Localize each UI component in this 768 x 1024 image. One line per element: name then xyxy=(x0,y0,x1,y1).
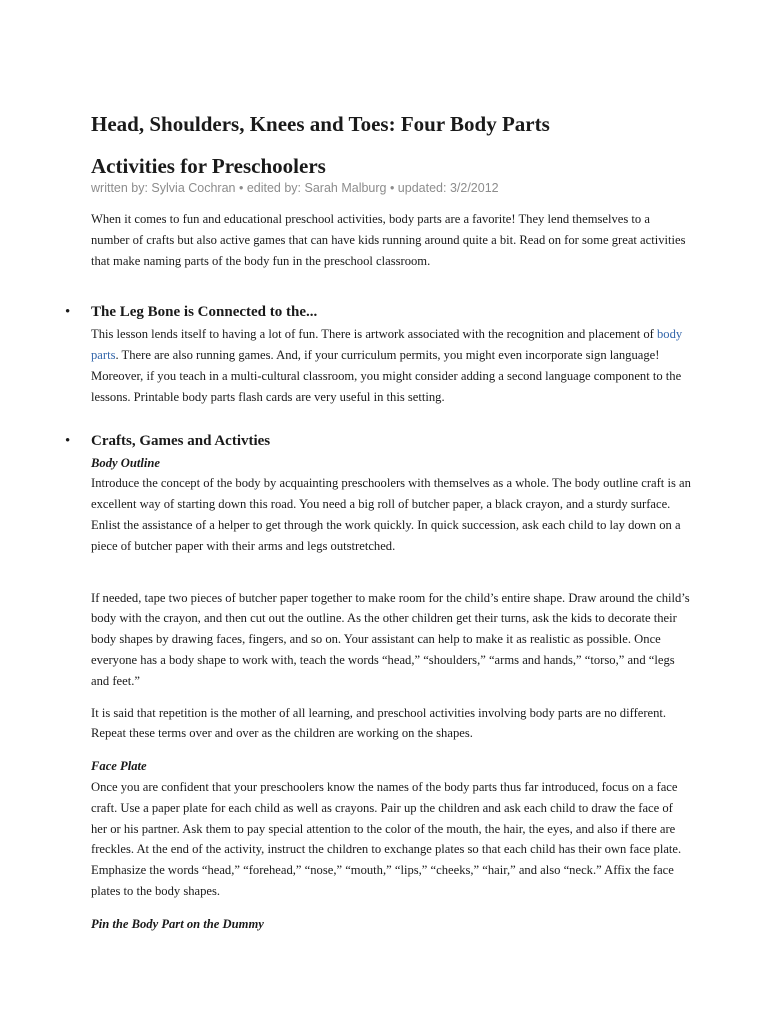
article-title-line2: Activities for Preschoolers xyxy=(91,154,326,178)
section-heading-crafts: Crafts, Games and Activties xyxy=(91,432,271,449)
article-title-line1: Head, Shoulders, Knees and Toes: Four Body Parts xyxy=(91,112,550,136)
byline: written by: Sylvia Cochran • edited by: Sarah Malburg • updated: 3/2/2012 xyxy=(91,181,499,195)
bullet-icon: • xyxy=(65,304,71,321)
face-plate-paragraph: Once you are confident that your preschoolers know the names of the body parts thus far introduced, focus on a face craft. Use a paper plate for each child as well as crayons. Pair up the children and ask each child to draw the face of her or his partner. Ask them to pay special attention to the color of the mouth, the hair, the eyes, and also if there are freckles. At the end of the activity, instruct the children to exchange plates so that each child has their own face plate. Emphasize the words “head,” “forehead,” “nose,” “mouth,” “lips,” “cheeks,” “hair,” and also “neck.” Affix the face plates to the body shapes. xyxy=(91,779,682,898)
section-leg-bone-paragraph xyxy=(91,324,691,407)
body-parts-link[interactable]: body parts xyxy=(91,327,683,363)
subheading-pin-body-part: Pin the Body Part on the Dummy xyxy=(91,916,264,931)
body-outline-paragraph-1: Introduce the concept of the body by acquainting preschoolers with themselves as a whole. The body outline craft is an excellent way of starting down this road. You need a big roll of butcher paper, a black crayon, and a sturdy surface. Enlist the assistance of a helper to get through the work quickly. In quick succession, ask each child to lay down on a piece of butcher paper with their arms and legs outstretched. xyxy=(91,476,691,553)
body-outline-paragraph-2: If needed, tape two pieces of butcher paper together to make room for the child’s entire shape. Draw around the child’s body with the crayon, and then cut out the outline. As the other children get their turns, ask the kids to decorate their body shapes by drawing faces, fingers, and so on. Your assistant can help to make it as realistic as possible. Once everyone has a body shape to work with, teach the words “head,” “shoulders,” “arms and hands,” “torso,” and “legs and feet.” xyxy=(91,590,690,688)
body-outline-paragraph-3: It is said that repetition is the mother of all learning, and preschool activities involving body parts are no different. Repeat these terms over and over as the children are working on the shapes. xyxy=(91,705,667,741)
section-heading-leg-bone: The Leg Bone is Connected to the... xyxy=(91,304,318,321)
text-after-link: . There are also running games. And, if your curriculum permits, you might even incorporate sign language! Moreover, if you teach in a multi-cultural classroom, you might consider adding a second language component to the lessons. Printable body parts flash cards are very useful in this setting. xyxy=(91,348,682,404)
intro-paragraph: When it comes to fun and educational preschool activities, body parts are a favorite! They lend themselves to a number of crafts but also active games that can have kids running around quite a bit. Read on for some great activities that make naming parts of the body fun in the preschool classroom. xyxy=(91,212,686,268)
subheading-face-plate: Face Plate xyxy=(91,759,147,774)
subheading-body-outline: Body Outline xyxy=(91,455,160,470)
article xyxy=(65,104,691,935)
section-crafts-games xyxy=(65,429,691,935)
section-leg-bone xyxy=(65,300,691,407)
text-before-link: This lesson lends itself to having a lot of fun. There is artwork associated with the recognition and placement of xyxy=(91,327,657,342)
bullet-icon: • xyxy=(65,432,71,449)
